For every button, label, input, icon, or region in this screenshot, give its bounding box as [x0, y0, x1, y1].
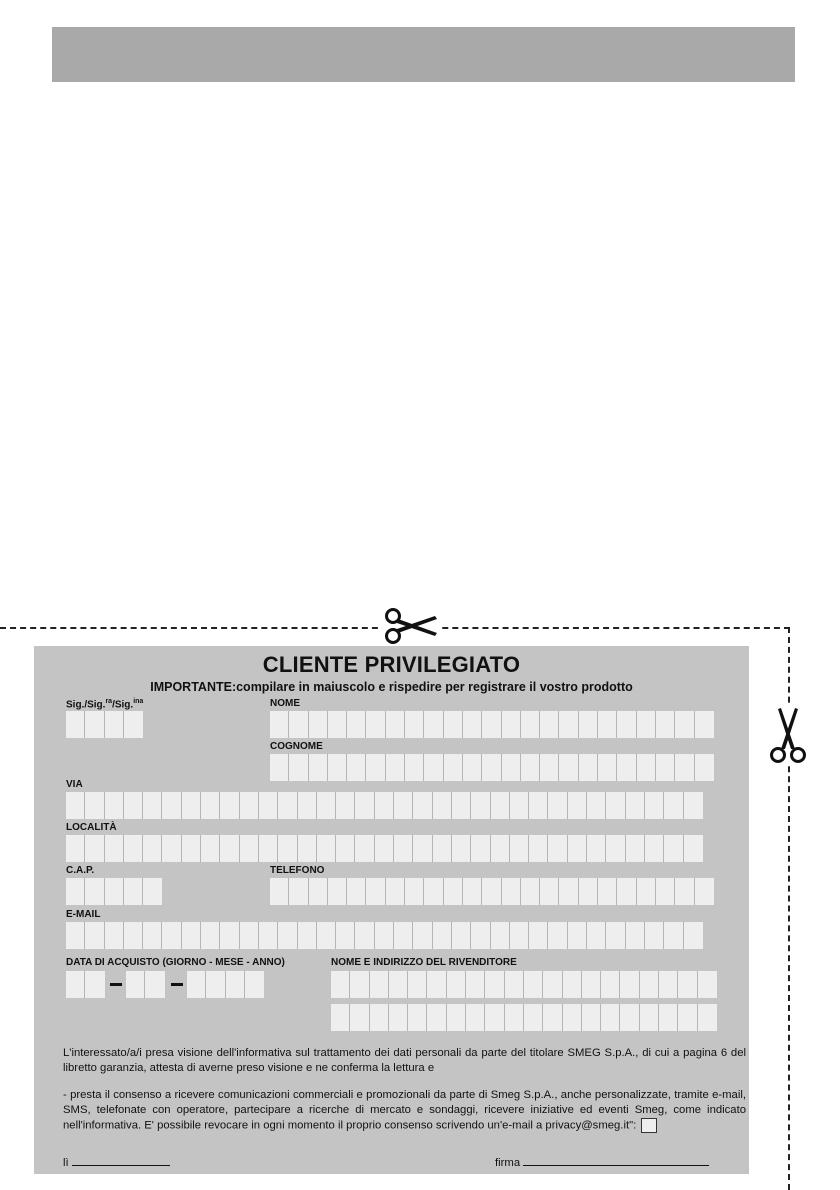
char-box[interactable]: [637, 711, 656, 738]
char-box[interactable]: [389, 971, 408, 998]
via-field[interactable]: [66, 792, 703, 819]
char-box[interactable]: [278, 792, 297, 819]
char-box[interactable]: [620, 1004, 639, 1031]
char-box[interactable]: [105, 835, 124, 862]
char-box[interactable]: [336, 835, 355, 862]
char-box[interactable]: [524, 971, 543, 998]
char-box[interactable]: [226, 971, 245, 998]
char-box[interactable]: [505, 971, 524, 998]
char-box[interactable]: [355, 792, 374, 819]
title-label: Sig./Sig.$^{ra}$/Sig.$^{ina}$: [66, 698, 144, 711]
char-box[interactable]: [370, 1004, 389, 1031]
char-box[interactable]: [85, 711, 104, 738]
char-box[interactable]: [336, 792, 355, 819]
char-box[interactable]: [424, 754, 443, 781]
char-box[interactable]: [626, 835, 645, 862]
char-box[interactable]: [598, 754, 617, 781]
char-box[interactable]: [471, 792, 490, 819]
char-box[interactable]: [505, 1004, 524, 1031]
char-box[interactable]: [85, 792, 104, 819]
char-box[interactable]: [182, 792, 201, 819]
char-box[interactable]: [336, 922, 355, 949]
char-box[interactable]: [408, 971, 427, 998]
char-box[interactable]: [645, 792, 664, 819]
char-box[interactable]: [587, 835, 606, 862]
char-box[interactable]: [366, 754, 385, 781]
char-box[interactable]: [678, 1004, 697, 1031]
char-box[interactable]: [471, 835, 490, 862]
char-box[interactable]: [579, 754, 598, 781]
char-box[interactable]: [664, 922, 683, 949]
char-box[interactable]: [206, 971, 225, 998]
char-box[interactable]: [656, 878, 675, 905]
char-box[interactable]: [355, 922, 374, 949]
purchase-year-field[interactable]: [187, 971, 264, 998]
char-box[interactable]: [289, 878, 308, 905]
char-box[interactable]: [66, 922, 85, 949]
char-box[interactable]: [124, 711, 143, 738]
char-box[interactable]: [427, 971, 446, 998]
consent-text: - presta il consenso a ricevere comunicazioni commerciali e promozionali da parte di Smeg S.p.A., anche personalizzate, tramite e-mail, SMS, telefonate con operatore, partecipare a ricerche di mercato e sondaggi, ricevere iniziative ed eventi Smeg, come indicato nell'informativa. E' possibile revocare in ogni momento il proprio consenso scrivendo un'e-mail a privacy@smeg.it":: [63, 1089, 746, 1132]
char-box[interactable]: [521, 711, 540, 738]
char-box[interactable]: [664, 835, 683, 862]
char-box[interactable]: [579, 711, 598, 738]
char-box[interactable]: [278, 922, 297, 949]
char-box[interactable]: [640, 971, 659, 998]
char-box[interactable]: [145, 971, 164, 998]
char-box[interactable]: [637, 878, 656, 905]
char-box[interactable]: [328, 878, 347, 905]
email-label: E-MAIL: [66, 909, 101, 920]
char-box[interactable]: [370, 971, 389, 998]
char-box[interactable]: [482, 754, 501, 781]
char-box[interactable]: [579, 878, 598, 905]
char-box[interactable]: [695, 878, 714, 905]
char-box[interactable]: [124, 922, 143, 949]
char-box[interactable]: [405, 754, 424, 781]
char-box[interactable]: [656, 711, 675, 738]
header-bar: [52, 27, 795, 82]
char-box[interactable]: [582, 1004, 601, 1031]
char-box[interactable]: [317, 922, 336, 949]
rivenditore-field-line1[interactable]: [331, 971, 717, 998]
char-box[interactable]: [521, 878, 540, 905]
nome-label: NOME: [270, 698, 300, 709]
char-box[interactable]: [278, 835, 297, 862]
char-box[interactable]: [540, 711, 559, 738]
form-title: CLIENTE PRIVILEGIATO: [262, 652, 521, 677]
date-separator: [110, 983, 122, 986]
cap-field[interactable]: [66, 878, 162, 905]
char-box[interactable]: [386, 754, 405, 781]
char-box[interactable]: [424, 711, 443, 738]
char-box[interactable]: [543, 971, 562, 998]
char-box[interactable]: [405, 711, 424, 738]
char-box[interactable]: [328, 711, 347, 738]
char-box[interactable]: [126, 971, 145, 998]
char-box[interactable]: [162, 835, 181, 862]
title-field[interactable]: [66, 711, 143, 738]
data-acquisto-label: DATA DI ACQUISTO (GIORNO - MESE - ANNO): [66, 957, 285, 968]
char-box[interactable]: [220, 835, 239, 862]
char-box[interactable]: [563, 971, 582, 998]
char-box[interactable]: [85, 835, 104, 862]
char-box[interactable]: [124, 835, 143, 862]
char-box[interactable]: [637, 754, 656, 781]
char-box[interactable]: [201, 922, 220, 949]
registration-card: [34, 646, 749, 1174]
char-box[interactable]: [684, 835, 703, 862]
char-box[interactable]: [664, 792, 683, 819]
char-box[interactable]: [270, 711, 289, 738]
char-box[interactable]: [331, 971, 350, 998]
char-box[interactable]: [124, 878, 143, 905]
char-box[interactable]: [548, 835, 567, 862]
char-box[interactable]: [187, 971, 206, 998]
char-box[interactable]: [698, 971, 717, 998]
char-box[interactable]: [245, 971, 264, 998]
char-box[interactable]: [447, 971, 466, 998]
char-box[interactable]: [559, 754, 578, 781]
char-box[interactable]: [540, 878, 559, 905]
char-box[interactable]: [540, 754, 559, 781]
char-box[interactable]: [684, 922, 703, 949]
char-box[interactable]: [143, 922, 162, 949]
char-box[interactable]: [582, 971, 601, 998]
char-box[interactable]: [587, 792, 606, 819]
char-box[interactable]: [482, 878, 501, 905]
char-box[interactable]: [502, 711, 521, 738]
char-box[interactable]: [394, 922, 413, 949]
char-box[interactable]: [105, 711, 124, 738]
char-box[interactable]: [240, 792, 259, 819]
localita-field[interactable]: [66, 835, 703, 862]
char-box[interactable]: [298, 792, 317, 819]
telefono-label: TELEFONO: [270, 865, 325, 876]
char-box[interactable]: [427, 1004, 446, 1031]
char-box[interactable]: [66, 835, 85, 862]
char-box[interactable]: [309, 878, 328, 905]
char-box[interactable]: [529, 792, 548, 819]
char-box[interactable]: [375, 792, 394, 819]
form-subtitle: IMPORTANTE:compilare in maiuscolo e rispedire per registrare il vostro prodotto: [150, 680, 633, 694]
char-box[interactable]: [491, 792, 510, 819]
char-box[interactable]: [433, 922, 452, 949]
char-box[interactable]: [617, 878, 636, 905]
char-box[interactable]: [162, 792, 181, 819]
char-box[interactable]: [698, 1004, 717, 1031]
char-box[interactable]: [452, 922, 471, 949]
char-box[interactable]: [640, 1004, 659, 1031]
char-box[interactable]: [162, 922, 181, 949]
char-box[interactable]: [606, 922, 625, 949]
char-box[interactable]: [240, 835, 259, 862]
char-box[interactable]: [463, 754, 482, 781]
char-box[interactable]: [347, 711, 366, 738]
char-box[interactable]: [66, 878, 85, 905]
char-box[interactable]: [105, 922, 124, 949]
char-box[interactable]: [620, 971, 639, 998]
char-box[interactable]: [309, 711, 328, 738]
char-box[interactable]: [598, 878, 617, 905]
char-box[interactable]: [350, 971, 369, 998]
nome-field[interactable]: [270, 711, 714, 738]
char-box[interactable]: [548, 922, 567, 949]
char-box[interactable]: [626, 792, 645, 819]
char-box[interactable]: [524, 1004, 543, 1031]
signature-field[interactable]: [523, 1154, 709, 1166]
char-box[interactable]: [347, 878, 366, 905]
cap-label: C.A.P.: [66, 865, 95, 876]
char-box[interactable]: [66, 711, 85, 738]
char-box[interactable]: [485, 971, 504, 998]
char-box[interactable]: [568, 922, 587, 949]
char-box[interactable]: [317, 835, 336, 862]
char-box[interactable]: [394, 835, 413, 862]
char-box[interactable]: [408, 1004, 427, 1031]
char-box[interactable]: [510, 922, 529, 949]
char-box[interactable]: [548, 792, 567, 819]
char-box[interactable]: [568, 792, 587, 819]
char-box[interactable]: [386, 878, 405, 905]
char-box[interactable]: [366, 878, 385, 905]
telefono-field[interactable]: [270, 878, 714, 905]
char-box[interactable]: [201, 792, 220, 819]
char-box[interactable]: [675, 878, 694, 905]
char-box[interactable]: [444, 754, 463, 781]
char-box[interactable]: [447, 1004, 466, 1031]
char-box[interactable]: [220, 792, 239, 819]
char-box[interactable]: [259, 835, 278, 862]
char-box[interactable]: [240, 922, 259, 949]
char-box[interactable]: [405, 878, 424, 905]
char-box[interactable]: [259, 792, 278, 819]
char-box[interactable]: [601, 1004, 620, 1031]
char-box[interactable]: [85, 878, 104, 905]
char-box[interactable]: [510, 835, 529, 862]
char-box[interactable]: [695, 754, 714, 781]
char-box[interactable]: [386, 711, 405, 738]
char-box[interactable]: [182, 922, 201, 949]
char-box[interactable]: [645, 835, 664, 862]
char-box[interactable]: [606, 792, 625, 819]
char-box[interactable]: [298, 835, 317, 862]
char-box[interactable]: [298, 922, 317, 949]
email-field[interactable]: [66, 922, 703, 949]
char-box[interactable]: [601, 971, 620, 998]
char-box[interactable]: [201, 835, 220, 862]
place-field[interactable]: [72, 1154, 170, 1166]
char-box[interactable]: [466, 1004, 485, 1031]
char-box[interactable]: [463, 711, 482, 738]
char-box[interactable]: [85, 971, 104, 998]
char-box[interactable]: [375, 922, 394, 949]
localita-label: LOCALITÀ: [66, 822, 117, 833]
cognome-label: COGNOME: [270, 741, 323, 752]
char-box[interactable]: [270, 878, 289, 905]
char-box[interactable]: [259, 922, 278, 949]
char-box[interactable]: [684, 792, 703, 819]
char-box[interactable]: [85, 922, 104, 949]
char-box[interactable]: [270, 754, 289, 781]
char-box[interactable]: [328, 754, 347, 781]
char-box[interactable]: [626, 922, 645, 949]
char-box[interactable]: [675, 754, 694, 781]
char-box[interactable]: [598, 711, 617, 738]
char-box[interactable]: [659, 971, 678, 998]
char-box[interactable]: [124, 792, 143, 819]
via-label: VIA: [66, 779, 83, 790]
consent-checkbox[interactable]: [641, 1118, 657, 1133]
char-box[interactable]: [413, 792, 432, 819]
signature-line: firma: [495, 1154, 709, 1169]
char-box[interactable]: [413, 922, 432, 949]
char-box[interactable]: [375, 835, 394, 862]
char-box[interactable]: [444, 878, 463, 905]
scissors-icon: [768, 704, 808, 766]
char-box[interactable]: [559, 711, 578, 738]
privacy-notice: L'interessato/a/i presa visione dell'informativa sul trattamento dei dati personali da parte del titolare SMEG S.p.A., di cui a pagina 6 del libretto garanzia, attesta di averne preso visione e ne conferma la lettura e: [63, 1047, 746, 1074]
char-box[interactable]: [347, 754, 366, 781]
char-box[interactable]: [606, 835, 625, 862]
char-box[interactable]: [143, 878, 162, 905]
char-box[interactable]: [309, 754, 328, 781]
rivenditore-field-line2[interactable]: [331, 1004, 717, 1031]
purchase-day-field[interactable]: [66, 971, 105, 998]
char-box[interactable]: [482, 711, 501, 738]
char-box[interactable]: [66, 971, 85, 998]
char-box[interactable]: [366, 711, 385, 738]
char-box[interactable]: [466, 971, 485, 998]
char-box[interactable]: [491, 835, 510, 862]
char-box[interactable]: [645, 922, 664, 949]
char-box[interactable]: [491, 922, 510, 949]
char-box[interactable]: [502, 754, 521, 781]
char-box[interactable]: [563, 1004, 582, 1031]
char-box[interactable]: [510, 792, 529, 819]
char-box[interactable]: [502, 878, 521, 905]
char-box[interactable]: [182, 835, 201, 862]
char-box[interactable]: [424, 878, 443, 905]
char-box[interactable]: [529, 835, 548, 862]
char-box[interactable]: [452, 835, 471, 862]
char-box[interactable]: [471, 922, 490, 949]
place-line: lì: [63, 1154, 170, 1169]
char-box[interactable]: [289, 754, 308, 781]
char-box[interactable]: [317, 792, 336, 819]
char-box[interactable]: [143, 792, 162, 819]
char-box[interactable]: [105, 792, 124, 819]
purchase-month-field[interactable]: [126, 971, 165, 998]
char-box[interactable]: [617, 754, 636, 781]
char-box[interactable]: [568, 835, 587, 862]
char-box[interactable]: [463, 878, 482, 905]
char-box[interactable]: [331, 1004, 350, 1031]
char-box[interactable]: [66, 792, 85, 819]
char-box[interactable]: [355, 835, 374, 862]
char-box[interactable]: [143, 835, 162, 862]
char-box[interactable]: [433, 835, 452, 862]
char-box[interactable]: [617, 711, 636, 738]
char-box[interactable]: [444, 711, 463, 738]
char-box[interactable]: [587, 922, 606, 949]
char-box[interactable]: [521, 754, 540, 781]
cognome-field[interactable]: [270, 754, 714, 781]
char-box[interactable]: [543, 1004, 562, 1031]
char-box[interactable]: [678, 971, 697, 998]
rivenditore-label: NOME E INDIRIZZO DEL RIVENDITORE: [331, 957, 517, 968]
char-box[interactable]: [485, 1004, 504, 1031]
char-box[interactable]: [433, 792, 452, 819]
char-box[interactable]: [659, 1004, 678, 1031]
char-box[interactable]: [413, 835, 432, 862]
char-box[interactable]: [559, 878, 578, 905]
char-box[interactable]: [656, 754, 675, 781]
char-box[interactable]: [675, 711, 694, 738]
char-box[interactable]: [105, 878, 124, 905]
date-separator: [171, 983, 183, 986]
char-box[interactable]: [529, 922, 548, 949]
char-box[interactable]: [695, 711, 714, 738]
char-box[interactable]: [452, 792, 471, 819]
scissors-icon: [380, 606, 440, 648]
char-box[interactable]: [289, 711, 308, 738]
char-box[interactable]: [220, 922, 239, 949]
char-box[interactable]: [389, 1004, 408, 1031]
char-box[interactable]: [350, 1004, 369, 1031]
char-box[interactable]: [394, 792, 413, 819]
